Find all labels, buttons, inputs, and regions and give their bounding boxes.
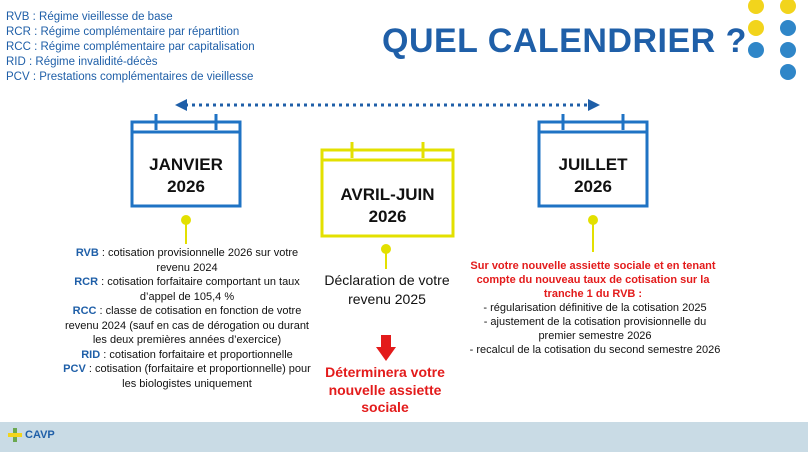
declaration-text: Déclaration de votre revenu 2025 [324, 272, 450, 307]
january-details [62, 246, 312, 391]
july-item: - ajustement de la cotisation provisionnelle du premier semestre 2026 [483, 316, 707, 342]
calendar-july [537, 112, 649, 208]
january-detail-rid: RID : cotisation forfaitaire et proportionnelle [81, 348, 293, 361]
july-item: - recalcul de la cotisation du second semestre 2026 [469, 344, 721, 356]
abbr-pcv: PCV : Prestations complémentaires de vieillesse [6, 71, 254, 83]
page-title: QUEL CALENDRIER ? [382, 22, 747, 60]
january-detail-rcr: RCR : cotisation forfaitaire comportant un taux d’appel de 105,4 % [74, 276, 300, 303]
cross-icon [8, 428, 22, 442]
timeline-arrow-icon [175, 98, 600, 112]
abbr-rcc: RCC : Régime complémentaire par capitalisation [6, 41, 255, 53]
calendar-july-year: 2026 [574, 177, 612, 196]
july-item: - régularisation définitive de la cotisation 2025 [483, 302, 707, 314]
january-detail-pcv: PCV : cotisation (forfaitaire et proportionnelle) pour les biologistes uniquement [63, 363, 311, 390]
abbr-rid: RID : Régime invalidité-décès [6, 56, 158, 68]
calendar-july-month: JUILLET [558, 155, 628, 174]
footer-band [0, 422, 808, 452]
abbr-rvb: RVB : Régime vieillesse de base [6, 11, 173, 23]
pin-january-icon [180, 214, 192, 244]
january-detail-rvb: RVB : cotisation provisionnelle 2026 sur votre revenu 2024 [75, 247, 299, 274]
calendar-april-year: 2026 [368, 207, 407, 226]
decorative-dots-icon [738, 0, 808, 80]
calendar-april-month: AVRIL-JUIN [340, 185, 435, 204]
calendar-january [130, 112, 242, 208]
cavp-logo [8, 428, 55, 442]
arrow-down-icon [376, 335, 396, 361]
july-intro: Sur votre nouvelle assiette sociale et en tenant compte du nouveau taux de cotisation sur la tranche 1 du RVB : [470, 260, 716, 300]
abbreviation-legend [6, 10, 255, 85]
pin-july-icon [587, 214, 599, 252]
logo-text: CAVP [25, 429, 55, 441]
calendar-january-year: 2026 [167, 177, 205, 196]
calendar-january-month: JANVIER [149, 155, 223, 174]
determines-text: Déterminera votre nouvelle assiette sociale [325, 364, 445, 415]
pin-april-icon [380, 243, 392, 269]
july-list [464, 301, 726, 357]
january-detail-rcc: RCC : classe de cotisation en fonction de votre revenu 2024 (sauf en cas de dérogation ou durant les deux premières années d’exercice) [64, 305, 309, 346]
abbr-rcr: RCR : Régime complémentaire par répartition [6, 26, 240, 38]
calendar-april-june [320, 140, 455, 238]
